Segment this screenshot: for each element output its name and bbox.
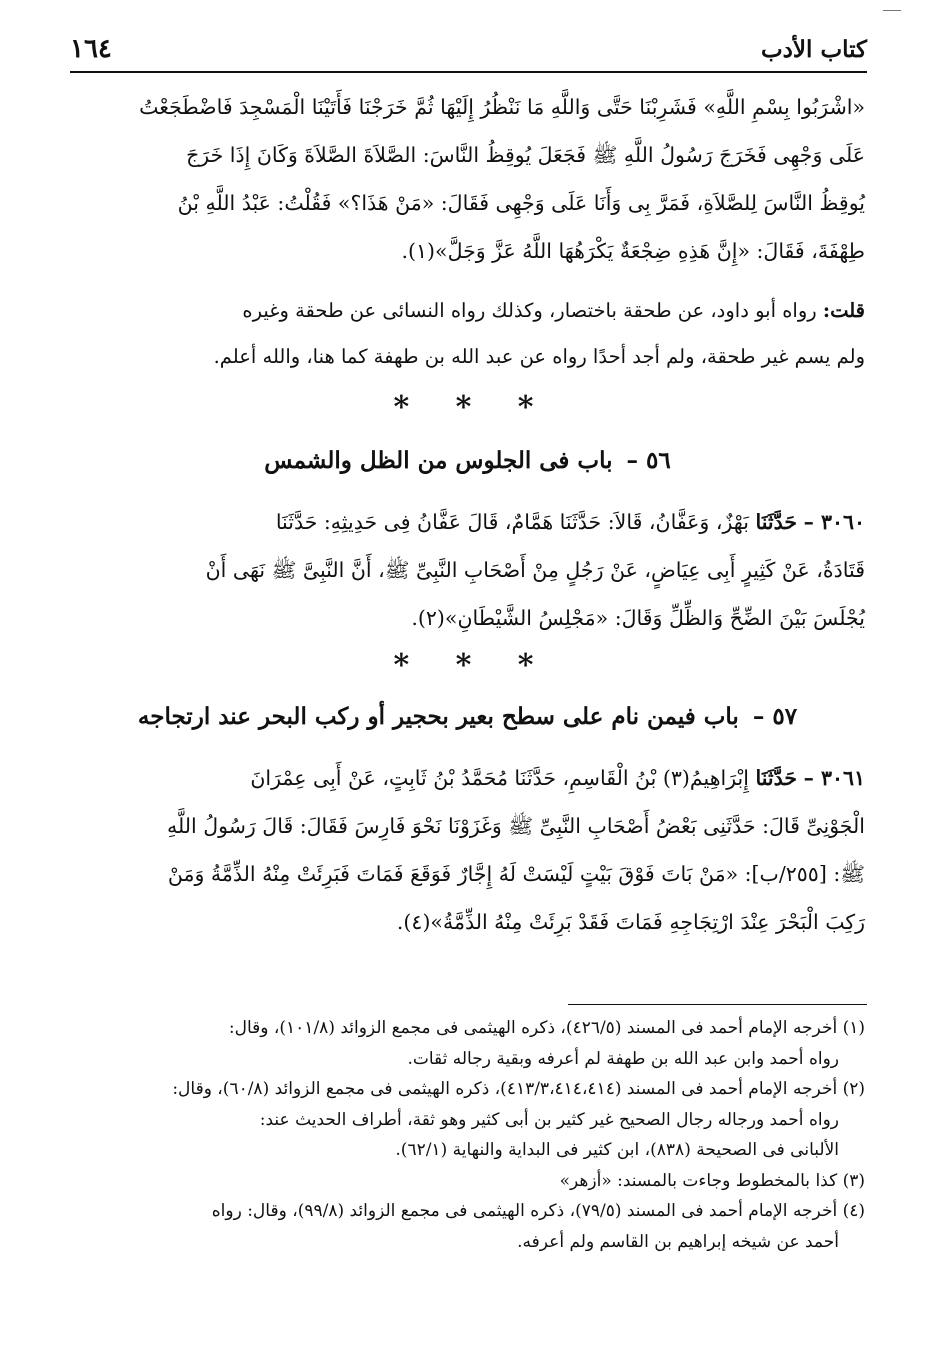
text-line: ٣٠٦١ – حَدَّثَنَا إِبْرَاهِيمُ(٣) بْنُ الْقَاسِمِ، حَدَّثَنَا مُحَمَّدُ بْنُ ثَابِتٍ، عَنْ أَبِى عِمْرَانَ [250, 766, 865, 790]
chapter-number: ٥٧ – [752, 703, 798, 730]
hadith-3060 [74, 498, 865, 642]
separator-stars: * * * [393, 390, 552, 425]
hadith-number: ٣٠٦٠ – [803, 510, 865, 534]
page-header [70, 32, 867, 68]
author-comment [74, 288, 865, 380]
footnote-2-cont: الألبانى فى الصحيحة (٨٣٨)، ابن كثير فى البداية والنهاية (٦٢/١). [395, 1140, 839, 1160]
chapter-title: باب فى الجلوس من الظل والشمس [264, 447, 613, 474]
chapter-number: ٥٦ – [626, 447, 671, 474]
hadith-3061 [74, 754, 865, 946]
text-line: ٣٠٦٠ – حَدَّثَنَا بَهْزٌ، وَعَفَّانُ، قَالاَ: حَدَّثَنَا هَمَّامٌ، قَالَ عَفَّانُ فِى حَدِيثِهِ: حَدَّثَنَا [275, 510, 865, 534]
text-line: «اشْرَبُوا بِسْمِ اللَّهِ» فَشَرِبْنَا حَتَّى وَاللَّهِ مَا نَنْظُرُ إِلَيْهَا ثُمَّ خَرَجْنَا فَأَتَيْنَا الْمَسْجِدَ فَاضْطَجَعْتُ [139, 95, 865, 119]
edge-mark [883, 10, 901, 11]
header-rule [70, 71, 867, 73]
footnote-1-cont: رواه أحمد وابن عبد الله بن طهفة لم أعرفه وبقية رجاله ثقات. [407, 1048, 839, 1069]
text-line: عَلَى وَجْهِى فَخَرَجَ رَسُولُ اللَّهِ ﷺ فَجَعَلَ يُوقِظُ النَّاسَ: الصَّلاَةَ الصَّلاَةَ وَكَانَ إِذَا خَرَجَ [186, 143, 865, 167]
text-line: قَتَادَةُ، عَنْ كَثِيرٍ أَبِى عِيَاضٍ، عَنْ رَجُلٍ مِنْ أَصْحَابِ النَّبِىِّ ﷺ، أَنَّ النَّبِىَّ ﷺ نَهَى أَنْ [205, 558, 865, 582]
footnote-2: (٢) أخرجه الإمام أحمد فى المسند (٤١٣/٣،٤١٤،٤١٤)، ذكره الهيثمى فى مجمع الزوائد (٦٠/٨)، وقال: [172, 1079, 865, 1099]
hadith-number: ٣٠٦١ – [803, 766, 865, 790]
footnote-4-cont: أحمد عن شيخه إبراهيم بن القاسم ولم أعرفه. [517, 1231, 839, 1252]
footnote-4: (٤) أخرجه الإمام أحمد فى المسند (٧٩/٥)، ذكره الهيثمى فى مجمع الزوائد (٩٩/٨)، وقال: رواه [211, 1201, 865, 1221]
footnote-rule [568, 1004, 867, 1005]
chapter-title: باب فيمن نام على سطح بعير بحجير أو ركب البحر عند ارتجاجه [137, 703, 739, 730]
chapter-heading-57 [70, 703, 865, 730]
footnote-1: (١) أخرجه الإمام أحمد فى المسند (٤٢٦/٥)، ذكره الهيثمى فى مجمع الزوائد (١٠١/٨)، وقال: [228, 1018, 865, 1038]
footnote-2-cont: رواه أحمد ورجاله رجال الصحيح غير كثير بن أبى كثير وهو ثقة، أطراف الحديث عند: [259, 1109, 839, 1130]
footnotes [74, 1013, 865, 1257]
text-line: رَكِبَ الْبَحْرَ عِنْدَ ارْتِجَاجِهِ فَمَاتَ فَقَدْ بَرِئَتْ مِنْهُ الذِّمَّةُ»(٤). [396, 910, 865, 934]
text-line: الْجَوْنِىِّ قَالَ: حَدَّثَنِى بَعْضُ أَصْحَابِ النَّبِىِّ ﷺ وَغَزَوْنَا نَحْوَ فَارِسَ فَقَالَ: قَالَ رَسُولُ اللَّهِ [166, 814, 865, 838]
separator-stars: * * * [393, 648, 552, 683]
hadith-continuation [74, 83, 865, 275]
comment-label: قلت: [822, 299, 865, 322]
book-title: كتاب الأدب [761, 36, 867, 63]
text-line: ﷺ: [٢٥٥/ب]: «مَنْ بَاتَ فَوْقَ بَيْتٍ لَيْسَتْ لَهُ إِجَّارٌ فَوَقَعَ فَمَاتَ فَبَرِئَتْ مِنْهُ الذِّمَّةُ وَمَنْ [167, 862, 865, 886]
text-line: يُجْلَسَ بَيْنَ الضِّحِّ وَالظِّلِّ وَقَالَ: «مَجْلِسُ الشَّيْطَانِ»(٢). [411, 606, 865, 630]
text-line: طِهْفَةَ، فَقَالَ: «إِنَّ هَذِهِ ضِجْعَةٌ يَكْرَهُهَا اللَّهُ عَزَّ وَجَلَّ»(١). [401, 239, 865, 263]
text-line: ولم يسم غير طحقة، ولم أجد أحدًا رواه عن عبد الله بن طهفة كما هنا، والله أعلم. [213, 345, 865, 368]
text-line: يُوقِظُ النَّاسَ لِلصَّلاَةِ، فَمَرَّ بِى وَأَنَا عَلَى وَجْهِى فَقَالَ: «مَنْ هَذَا؟» فَقُلْتُ: عَبْدُ اللَّهِ بْنُ [177, 191, 865, 215]
chapter-heading-56 [70, 447, 865, 474]
text-line: قلت: رواه أبو داود، عن طحقة باختصار، وكذلك رواه النسائى عن طحقة وغيره [242, 299, 865, 322]
page-number: ١٦٤ [70, 34, 112, 64]
footnote-3: (٣) كذا بالمخطوط وجاءت بالمسند: «أزهر» [559, 1170, 865, 1191]
